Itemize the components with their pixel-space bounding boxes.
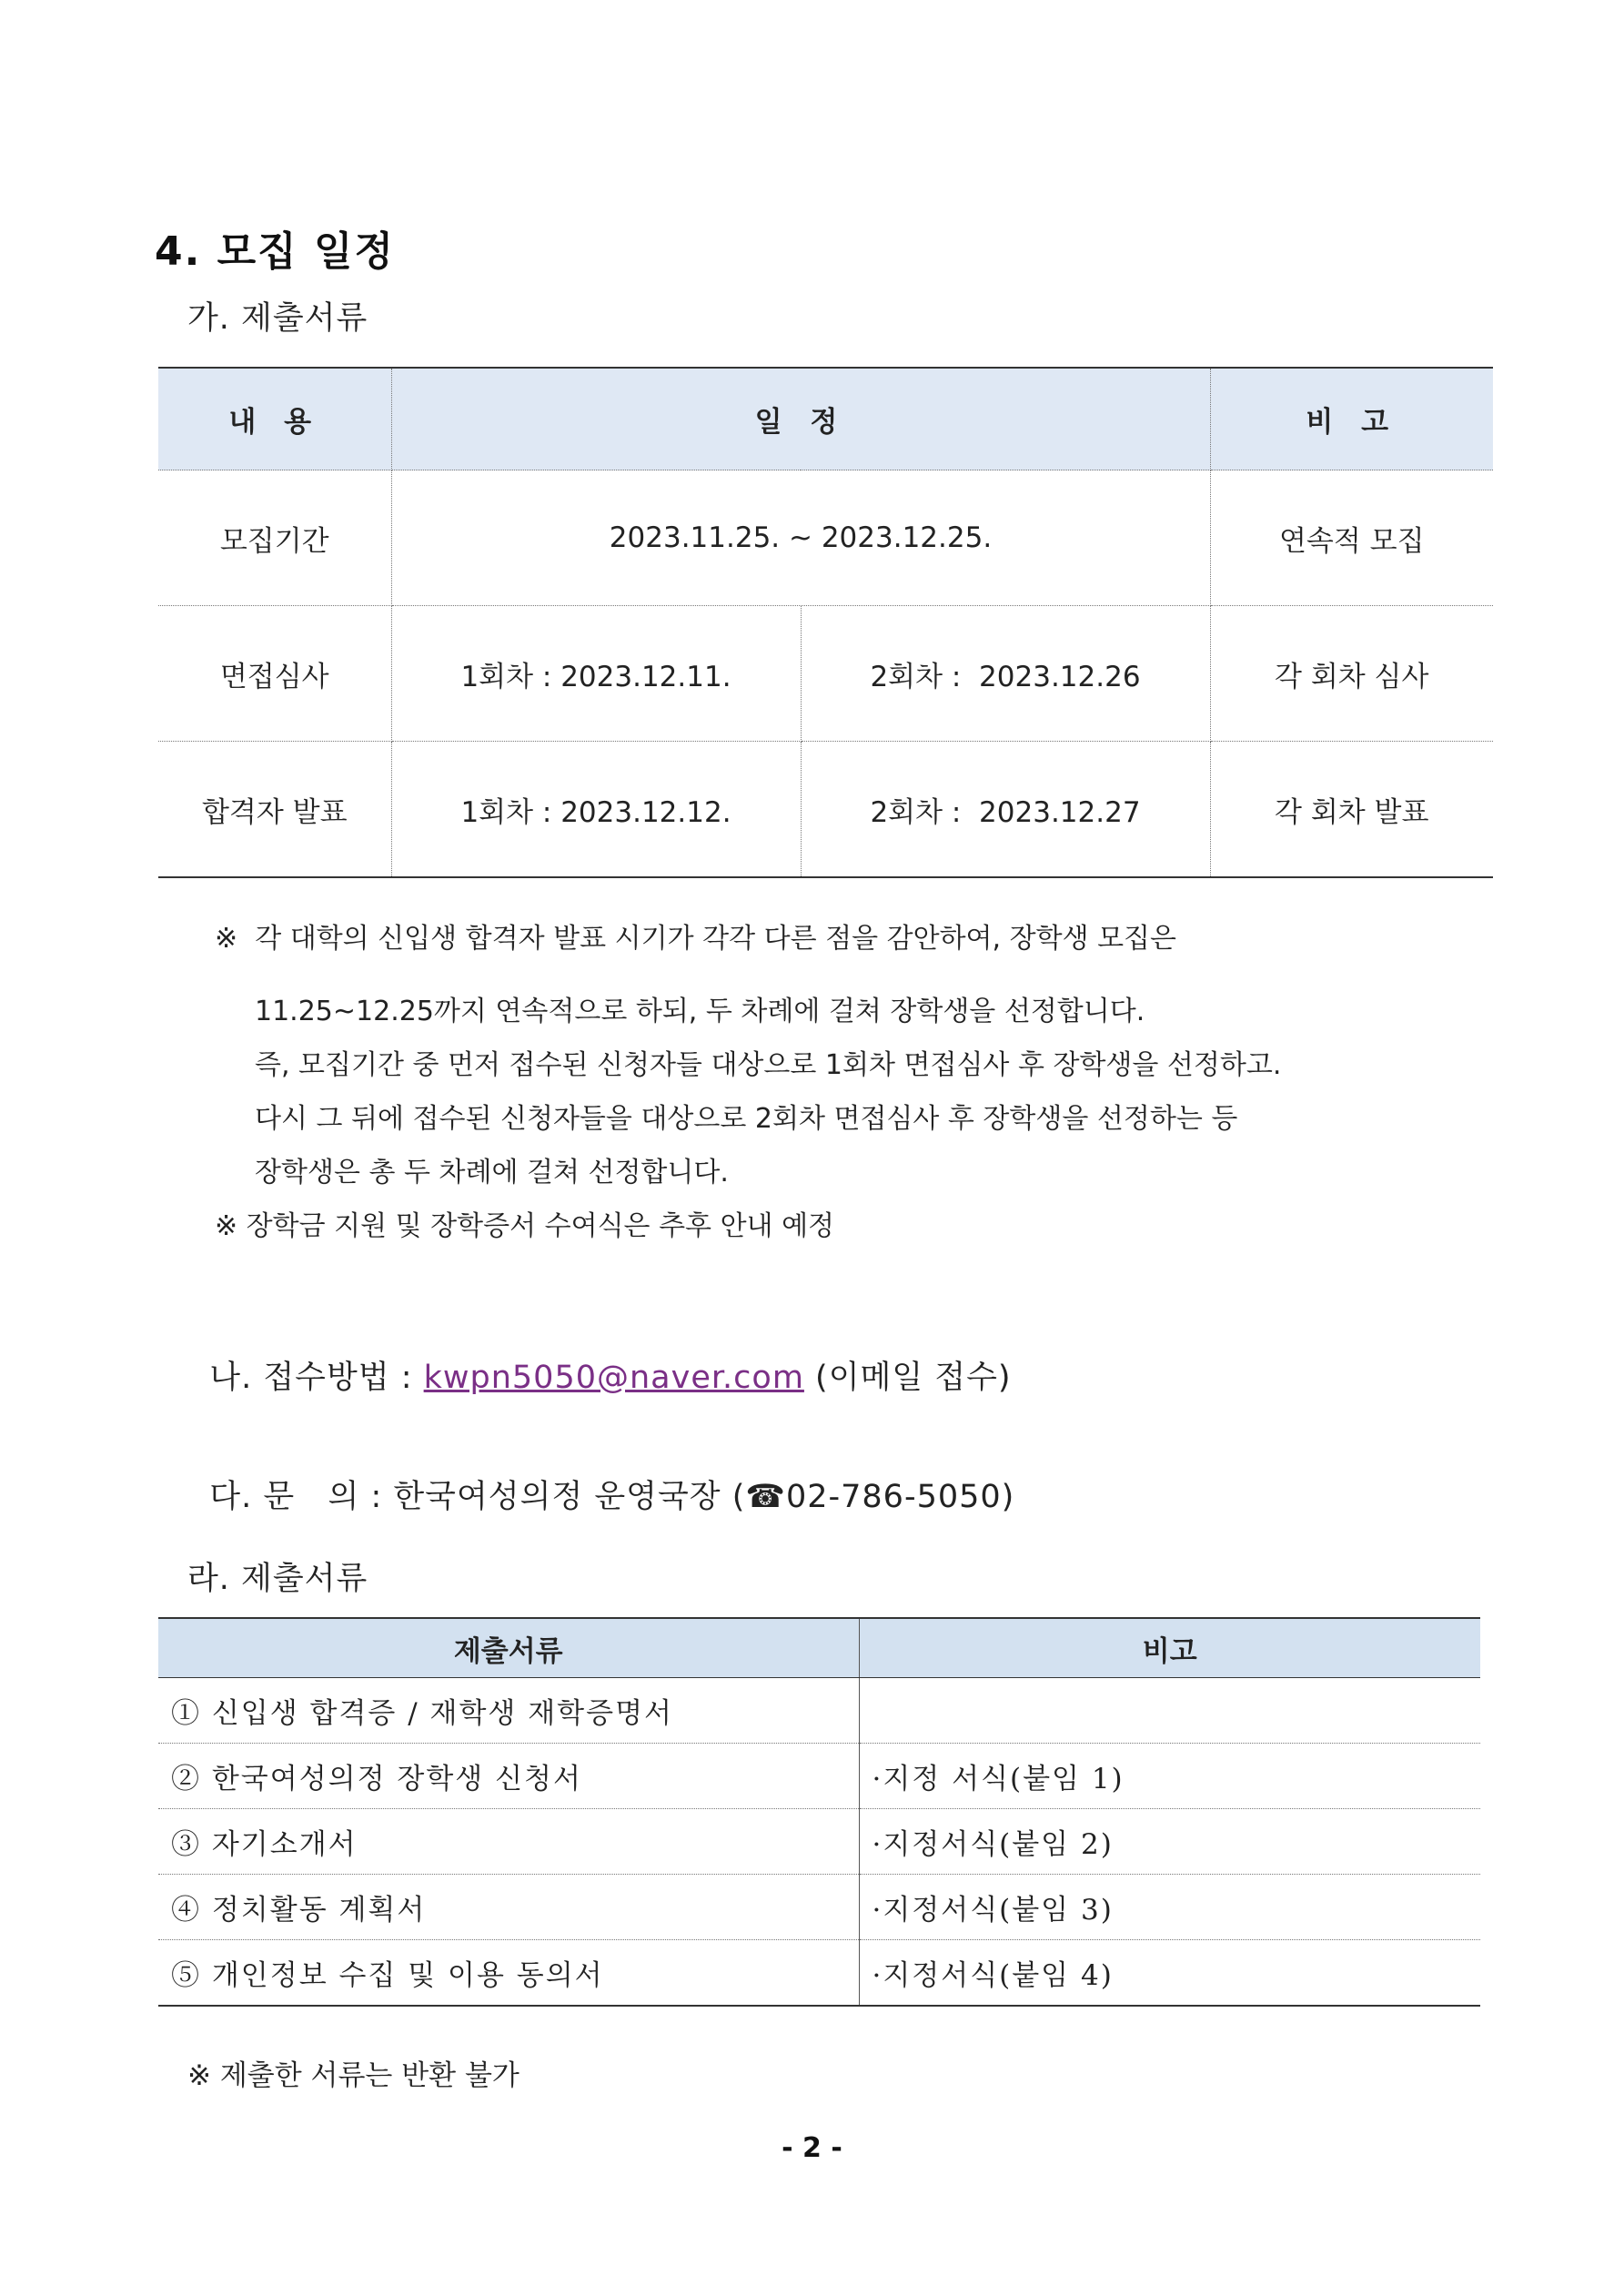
document-name: ⑤ 개인정보 수집 및 이용 동의서: [158, 1940, 859, 2007]
document-note: ·지정서식(붙임 3): [859, 1875, 1480, 1940]
announce-round1: 1회차 : 2023.12.12.: [391, 742, 801, 878]
announce-note: 각 회차 발표: [1210, 742, 1493, 878]
schedule-row-announce: [158, 742, 1493, 878]
period-label: 모집기간: [158, 470, 391, 606]
schedule-row-interview: [158, 606, 1493, 742]
method-label: 나. 접수방법 :: [209, 1360, 424, 1396]
schedule-row-period: [158, 470, 1493, 606]
interview-round1: 1회차 : 2023.12.11.: [391, 606, 801, 742]
footer-note: ※ 제출한 서류는 반환 불가: [187, 2059, 519, 2092]
note-line-5: 장학생은 총 두 차례에 걸쳐 선정합니다.: [255, 1157, 729, 1188]
inquiry-line: [187, 1435, 1014, 1517]
documents-header-name: 제출서류: [158, 1618, 859, 1678]
table-row: [158, 1744, 1480, 1809]
note-line-3: 즉, 모집기간 중 먼저 접수된 신청자들 대상으로 1회차 면접심사 후 장학생을 선정하고.: [255, 1049, 1282, 1081]
schedule-header-remark: 비 고: [1210, 368, 1493, 470]
note-line-6: ※ 장학금 지원 및 장학증서 수여식은 추후 안내 예정: [215, 1210, 835, 1242]
inquiry-label: 다. 문 의 : 한국여성의정 운영국장 (: [209, 1479, 746, 1515]
phone-icon: ☎: [745, 1479, 786, 1515]
schedule-header-content: 내 용: [158, 368, 391, 470]
announce-round2: 2회차 : 2023.12.27: [801, 742, 1210, 878]
interview-label: 면접심사: [158, 606, 391, 742]
period-date: 2023.11.25. ~ 2023.12.25.: [391, 470, 1210, 606]
document-name: ① 신입생 합격증 / 재학생 재학증명서: [158, 1678, 859, 1744]
page-number: - 2 -: [782, 2132, 842, 2164]
document-name: ③ 자기소개서: [158, 1809, 859, 1875]
note-line-4: 다시 그 뒤에 접수된 신청자들을 대상으로 2회차 면접심사 후 장학생을 선정하는 등: [255, 1103, 1238, 1135]
note-line-1: ※ 각 대학의 신입생 합격자 발표 시기가 각각 다른 점을 감안하여, 장학생 모집은: [215, 923, 1177, 955]
document-note: ·지정서식(붙임 4): [859, 1940, 1480, 2007]
interview-note: 각 회차 심사: [1210, 606, 1493, 742]
document-name: ④ 정치활동 계획서: [158, 1875, 859, 1940]
document-note: [859, 1678, 1480, 1744]
subsection-ga: 가. 제출서류: [187, 300, 368, 337]
submission-method: [187, 1316, 1012, 1398]
documents-header-row: [158, 1618, 1480, 1678]
document-note: ·지정 서식(붙임 1): [859, 1744, 1480, 1809]
document-name: ② 한국여성의정 장학생 신청서: [158, 1744, 859, 1809]
document-note: ·지정서식(붙임 2): [859, 1809, 1480, 1875]
method-suffix: (이메일 접수): [803, 1360, 1012, 1396]
schedule-header-row: [158, 368, 1493, 470]
subsection-ra: 라. 제출서류: [187, 1561, 368, 1597]
table-row: [158, 1875, 1480, 1940]
section-heading: 4. 모집 일정: [155, 228, 395, 275]
table-row: [158, 1940, 1480, 2007]
note-line-2: 11.25~12.25까지 연속적으로 하되, 두 차례에 걸쳐 장학생을 선정합니다.: [255, 996, 1145, 1027]
table-row: [158, 1809, 1480, 1875]
interview-round2: 2회차 : 2023.12.26: [801, 606, 1210, 742]
email-link[interactable]: kwpn5050@naver.com: [423, 1360, 804, 1396]
period-note: 연속적 모집: [1210, 470, 1493, 606]
announce-label: 합격자 발표: [158, 742, 391, 878]
documents-header-note: 비고: [859, 1618, 1480, 1678]
schedule-header-date: 일 정: [391, 368, 1210, 470]
inquiry-phone: 02-786-5050): [785, 1479, 1015, 1515]
schedule-table: [158, 367, 1493, 878]
documents-table: [158, 1617, 1480, 2007]
table-row: [158, 1678, 1480, 1744]
